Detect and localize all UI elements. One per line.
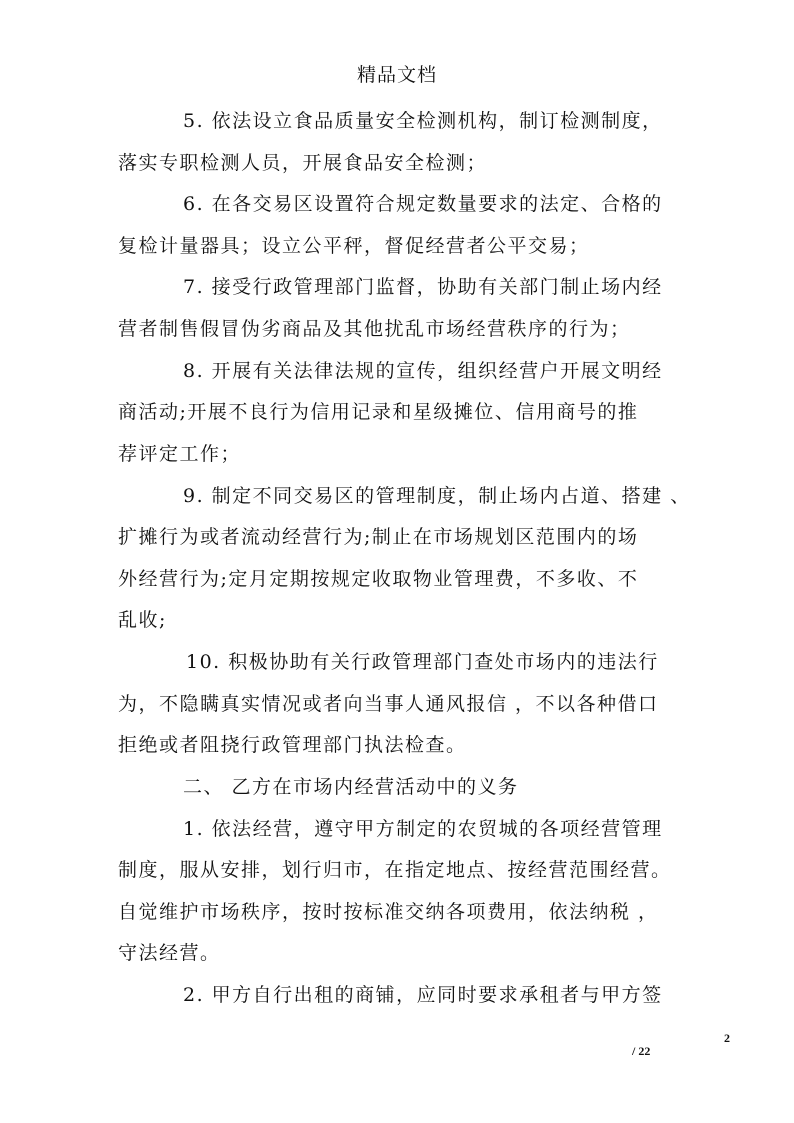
text-line: 复检计量器具；设立公平秤，督促经营者公平交易； [118, 235, 590, 257]
text-line: 扩摊行为或者流动经营行为;制止在市场规划区范围内的场 [118, 526, 639, 548]
text-line: 营者制售假冒伪劣商品及其他扰乱市场经营秩序的行为； [118, 318, 631, 340]
text-line: 5. 依法设立食品质量安全检测机构，制订检测制度， [183, 110, 663, 132]
text-line: 6. 在各交易区设置符合规定数量要求的法定、合格的 [183, 193, 663, 215]
text-line: 守法经营。 [118, 942, 221, 964]
text-line: 商活动;开展不良行为信用记录和星级摊位、信用商号的推 [118, 401, 639, 423]
text-line: 乱收; [118, 609, 167, 631]
text-line: 8. 开展有关法律法规的宣传，组织经营户开展文明经 [183, 360, 663, 382]
page-number: 2 [724, 1031, 730, 1045]
page-header-title: 精品文档 [356, 64, 437, 86]
text-line: 为，不隐瞒真实情况或者向当事人通风报信 ，不以各种借口 [118, 693, 659, 715]
text-line: 自觉维护市场秩序，按时按标准交纳各项费用，依法纳税 ， [118, 901, 659, 923]
page-total: / 22 [632, 1044, 651, 1058]
text-line: 荐评定工作； [118, 443, 242, 465]
text-line: 10. 积极协助有关行政管理部门查处市场内的违法行 [186, 651, 659, 673]
text-line: 1. 依法经营，遵守甲方制定的农贸城的各项经营管理 [183, 818, 663, 840]
text-line: 9. 制定不同交易区的管理制度，制止场内占道、搭建 、 [183, 485, 691, 507]
text-line: 制度，服从安排，划行归市，在指定地点、按经营范围经营。 [118, 859, 672, 881]
section-heading: 二、 乙方在市场内经营活动中的义务 [183, 776, 519, 798]
text-line: 落实专职检测人员，开展食品安全检测； [118, 152, 488, 174]
text-line: 外经营行为;定月定期按规定收取物业管理费，不多收、不 [118, 568, 639, 590]
text-line: 2. 甲方自行出租的商铺，应同时要求承租者与甲方签 [183, 984, 663, 1006]
text-line: 7. 接受行政管理部门监督，协助有关部门制止场内经 [183, 276, 663, 298]
text-line: 拒绝或者阻挠行政管理部门执法检查。 [118, 734, 467, 756]
